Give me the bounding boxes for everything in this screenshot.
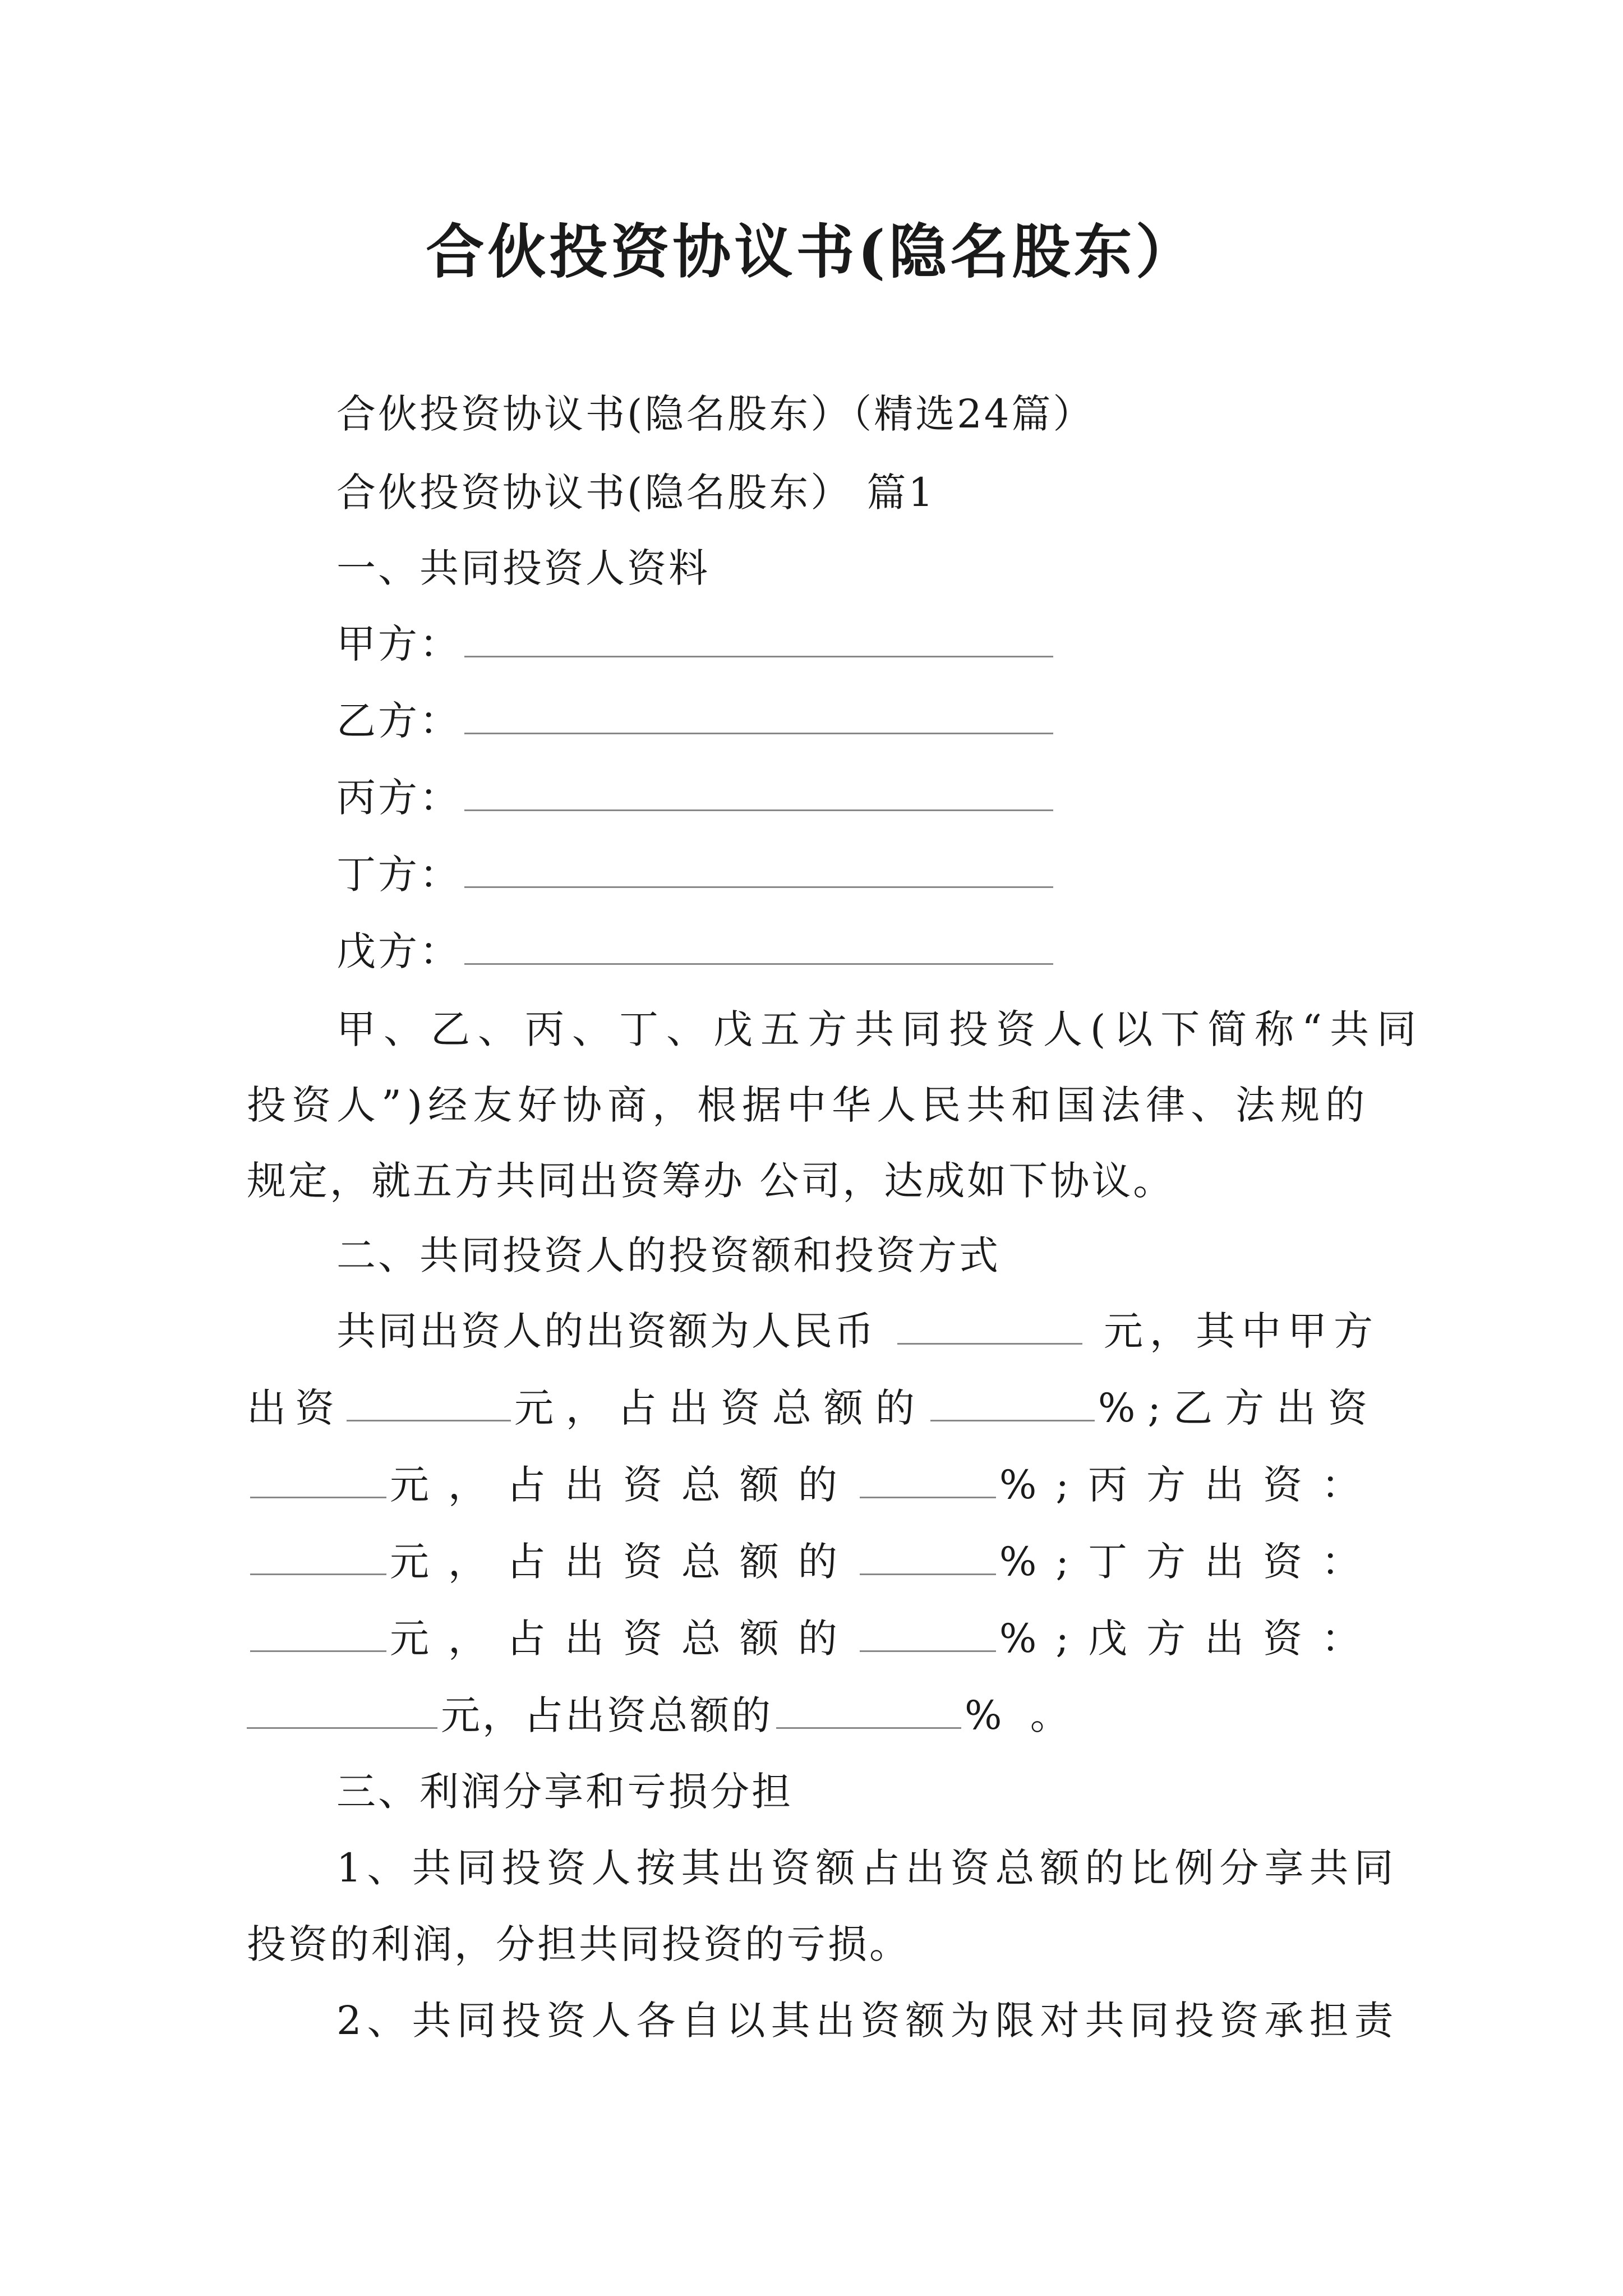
text-segment: %;乙方出资 bbox=[1098, 1385, 1380, 1431]
percent-blank[interactable] bbox=[860, 1461, 996, 1498]
party-ding-line bbox=[336, 848, 1057, 901]
section-heading-3: 三、利润分享和亏损分担 bbox=[336, 1769, 793, 1815]
party-bing-line bbox=[336, 771, 1057, 825]
amount-blank[interactable] bbox=[250, 1614, 386, 1652]
section-heading-1: 一、共同投资人资料 bbox=[336, 545, 710, 591]
text-segment: % 。 bbox=[965, 1692, 1077, 1738]
clause-1-line-2: 投资的利润，分担共同投资的亏损。 bbox=[247, 1921, 911, 1967]
part-heading: 合伙投资协议书(隐名股东） 篇1 bbox=[336, 470, 936, 516]
amount-blank[interactable] bbox=[247, 1691, 437, 1729]
text-segment: 元，占出资总额的 bbox=[514, 1385, 927, 1431]
party-jia-line bbox=[336, 617, 1057, 671]
text-segment: 元，占出资总额的 bbox=[389, 1462, 856, 1508]
amount-blank[interactable] bbox=[250, 1538, 386, 1575]
investment-line-1 bbox=[336, 1304, 1380, 1358]
text-segment: 元，占出资总额的 bbox=[389, 1616, 856, 1662]
party-wu-line bbox=[336, 924, 1057, 978]
party-yi-line bbox=[336, 694, 1057, 748]
percent-blank[interactable] bbox=[860, 1614, 996, 1652]
amount-blank[interactable] bbox=[250, 1461, 386, 1498]
text-segment: %;戊方出资： bbox=[999, 1616, 1380, 1662]
intro-line-3: 规定，就五方共同出资筹办 公司，达成如下协议。 bbox=[247, 1158, 1175, 1204]
amount-blank[interactable] bbox=[897, 1307, 1082, 1345]
party-blank[interactable] bbox=[464, 850, 1053, 888]
text-segment: 元，占出资总额的 bbox=[441, 1692, 773, 1738]
investment-line-4 bbox=[247, 1535, 1380, 1589]
intro-line-2: 投资人”)经友好协商，根据中华人民共和国法律、法规的 bbox=[247, 1082, 1371, 1128]
text-segment: 出资 bbox=[247, 1385, 343, 1431]
percent-blank[interactable] bbox=[776, 1691, 961, 1729]
text-segment: 共同出资人的出资额为人民币 bbox=[336, 1308, 876, 1354]
investment-line-5 bbox=[247, 1612, 1380, 1665]
party-label: 甲方： bbox=[336, 621, 461, 667]
text-segment: 元，其中甲方 bbox=[1104, 1308, 1380, 1354]
text-segment: %;丙方出资： bbox=[999, 1462, 1380, 1508]
party-label: 丁方： bbox=[336, 852, 461, 898]
percent-blank[interactable] bbox=[930, 1384, 1095, 1421]
clause-1-line-1: 1、共同投资人按其出资额占出资总额的比例分享共同 bbox=[336, 1845, 1399, 1891]
party-label: 丙方： bbox=[336, 775, 461, 821]
party-blank[interactable] bbox=[464, 774, 1053, 811]
investment-line-2 bbox=[247, 1381, 1380, 1435]
intro-line-1: 甲、乙、丙、丁、戊五方共同投资人(以下简称“共同 bbox=[336, 1006, 1424, 1052]
party-blank[interactable] bbox=[464, 927, 1053, 965]
percent-blank[interactable] bbox=[860, 1538, 996, 1575]
party-label: 乙方： bbox=[336, 698, 461, 744]
party-label: 戊方： bbox=[336, 928, 461, 974]
investment-line-6 bbox=[247, 1688, 1077, 1742]
subtitle: 合伙投资协议书(隐名股东）（精选24篇） bbox=[336, 391, 1095, 437]
clause-2-line-1: 2、共同投资人各自以其出资额为限对共同投资承担责 bbox=[336, 1998, 1399, 2044]
investment-line-3 bbox=[247, 1458, 1380, 1512]
text-segment: %;丁方出资： bbox=[999, 1539, 1380, 1585]
amount-blank[interactable] bbox=[347, 1384, 511, 1421]
document-title: 合伙投资协议书(隐名股东） bbox=[426, 217, 1197, 286]
party-blank[interactable] bbox=[464, 697, 1053, 734]
party-blank[interactable] bbox=[464, 620, 1053, 657]
text-segment: 元，占出资总额的 bbox=[389, 1539, 856, 1585]
section-heading-2: 二、共同投资人的投资额和投资方式 bbox=[336, 1232, 1000, 1278]
